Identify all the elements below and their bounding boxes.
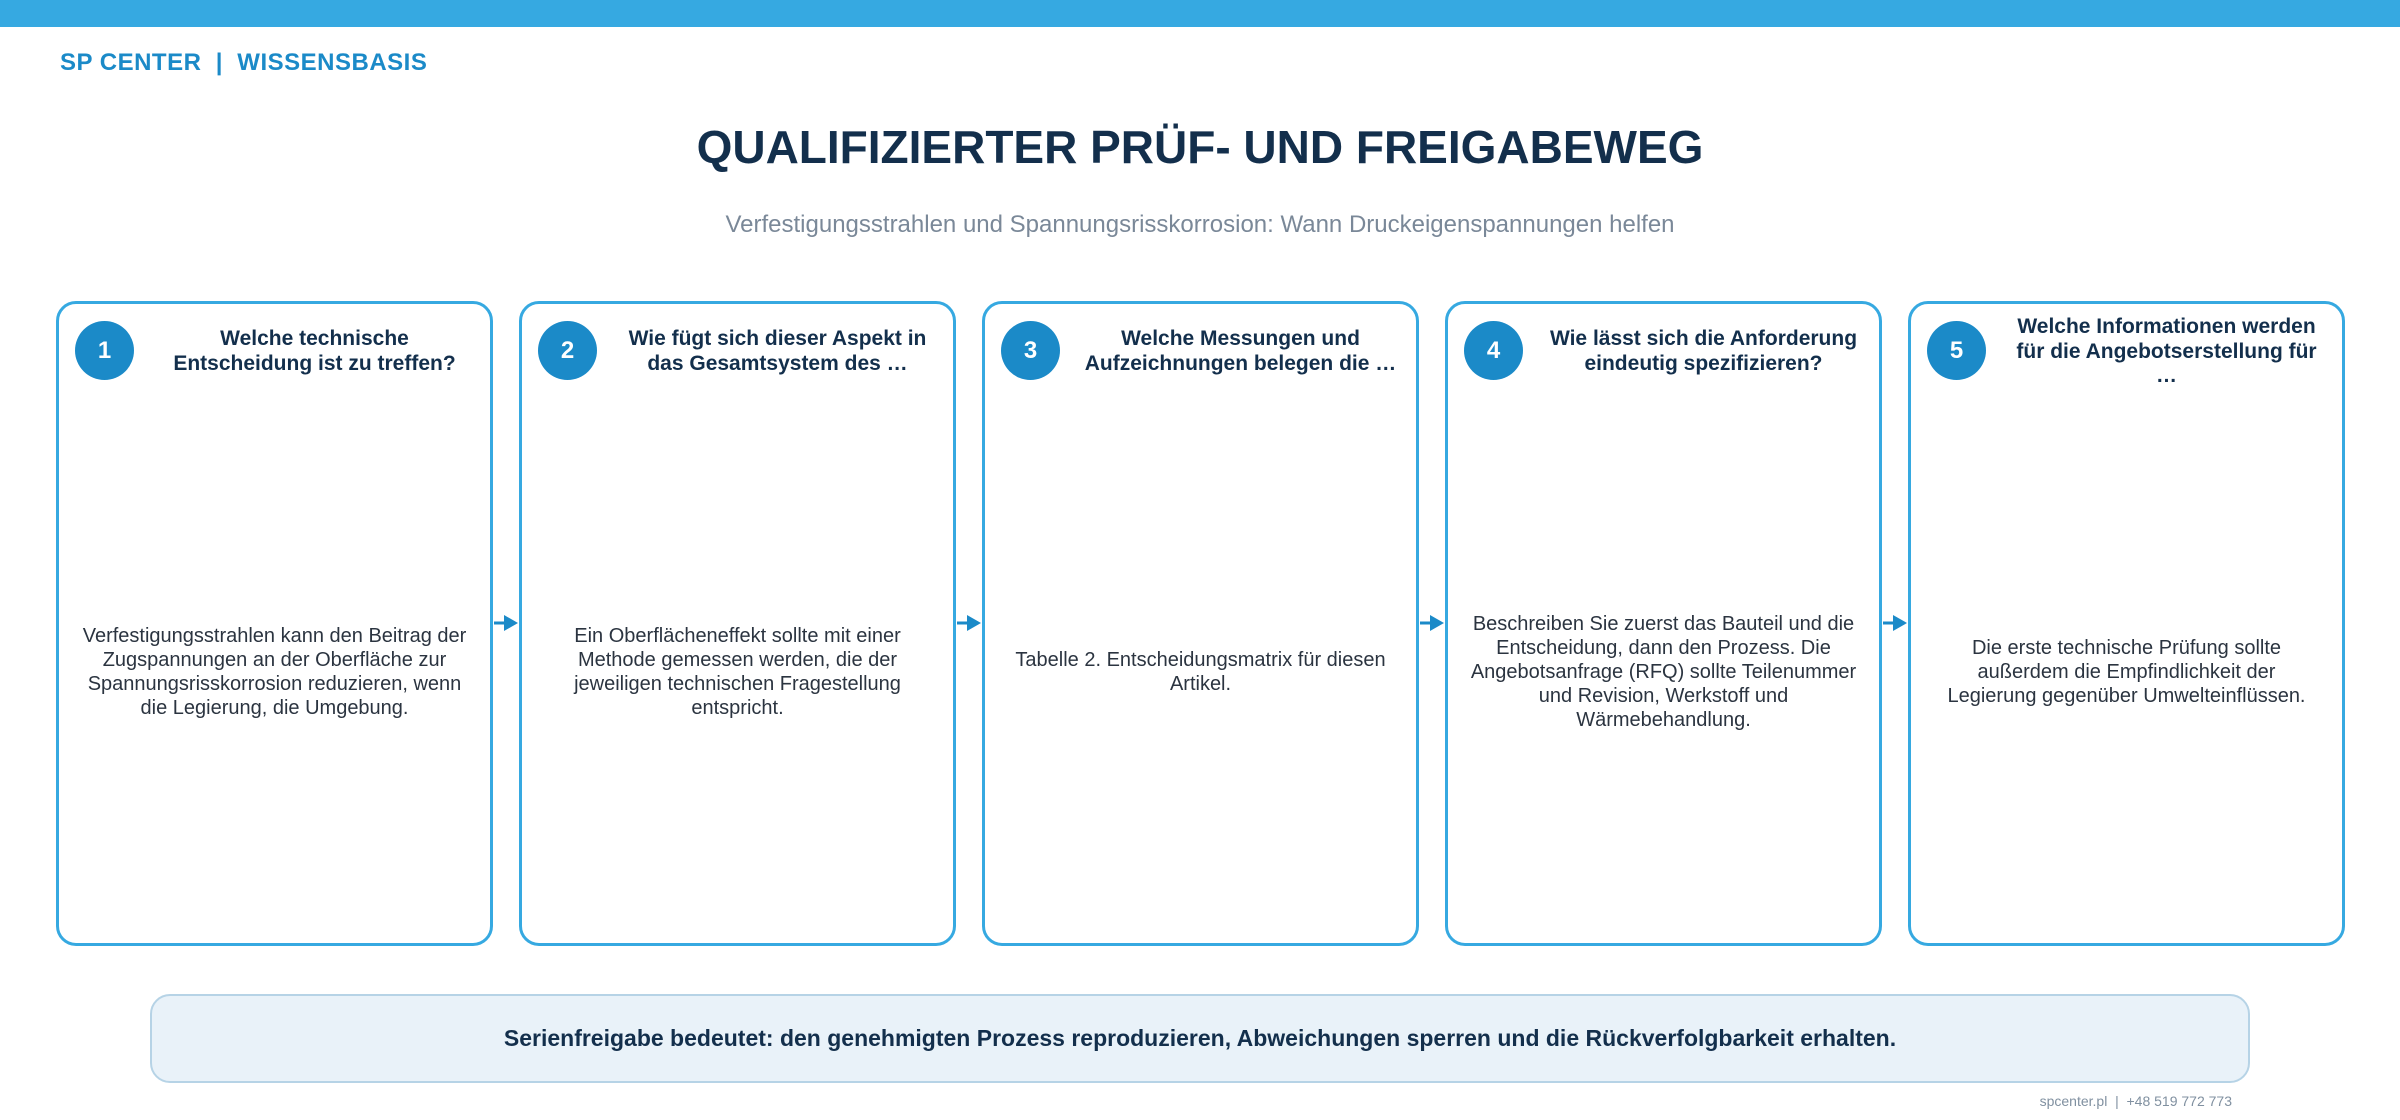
step-heading: Welche Informationen werden für die Angebotserstellung für … (2016, 314, 2317, 388)
contact-info: spcenter.pl | +48 519 772 773 (2039, 1093, 2232, 1109)
page-subtitle: Verfestigungsstrahlen und Spannungsrisskorrosion: Wann Druckeigenspannungen helfen (725, 211, 1675, 238)
step-heading: Wie lässt sich die Anforderung eindeutig spezifizieren? (1549, 327, 1858, 375)
step-number-badge: 2 (538, 321, 597, 380)
step-body: Verfestigungsstrahlen kann den Beitrag der Zugspannungen an der Oberfläche zur Spannungsrisskorrosion reduzieren, wenn die Legierung, die Umgebung. (82, 624, 467, 719)
footer-summary-text: Serienfreigabe bedeutet: den genehmigten Prozess reproduzieren, Abweichungen sperren und die Rückverfolgbarkeit erhalten. (503, 1025, 1897, 1051)
step-number-badge: 5 (1927, 321, 1986, 380)
top-accent-bar (0, 0, 2400, 27)
arrow-right-icon (494, 611, 518, 635)
step-body: Ein Oberflächeneffekt sollte mit einer Methode gemessen werden, die der jeweiligen technischen Fragestellung entspricht. (574, 624, 901, 719)
step-number-badge: 4 (1464, 321, 1523, 380)
arrow-right-icon (1420, 611, 1444, 635)
step-card-2 (519, 301, 956, 946)
step-card-3 (982, 301, 1419, 946)
arrow-right-icon (1883, 611, 1907, 635)
step-body: Tabelle 2. Entscheidungsmatrix für diesen Artikel. (1015, 648, 1386, 695)
step-number-badge: 3 (1001, 321, 1060, 380)
step-heading: Welche Messungen und Aufzeichnungen belegen die … (1084, 327, 1397, 375)
step-number-badge: 1 (75, 321, 134, 380)
step-card-5 (1908, 301, 2345, 946)
step-body: Die erste technische Prüfung sollte außerdem die Empfindlichkeit der Legierung gegenüber Umwelteinflüssen. (1947, 636, 2306, 707)
footer-summary-box (150, 994, 2250, 1083)
step-card-1 (56, 301, 493, 946)
step-heading: Wie fügt sich dieser Aspekt in das Gesamtsystem des … (628, 327, 927, 375)
step-card-4 (1445, 301, 1882, 946)
page-title: QUALIFIZIERTER PRÜF- UND FREIGABEWEG (696, 121, 1704, 173)
arrow-right-icon (957, 611, 981, 635)
step-body: Beschreiben Sie zuerst das Bauteil und die Entscheidung, dann den Prozess. Die Angebotsanfrage (RFQ) sollte Teilenummer und Revision, Werkstoff und Wärmebehandlung. (1470, 612, 1857, 731)
brand-header: SP CENTER | WISSENSBASIS (60, 49, 428, 76)
step-heading: Welche technische Entscheidung ist zu treffen? (173, 327, 456, 375)
